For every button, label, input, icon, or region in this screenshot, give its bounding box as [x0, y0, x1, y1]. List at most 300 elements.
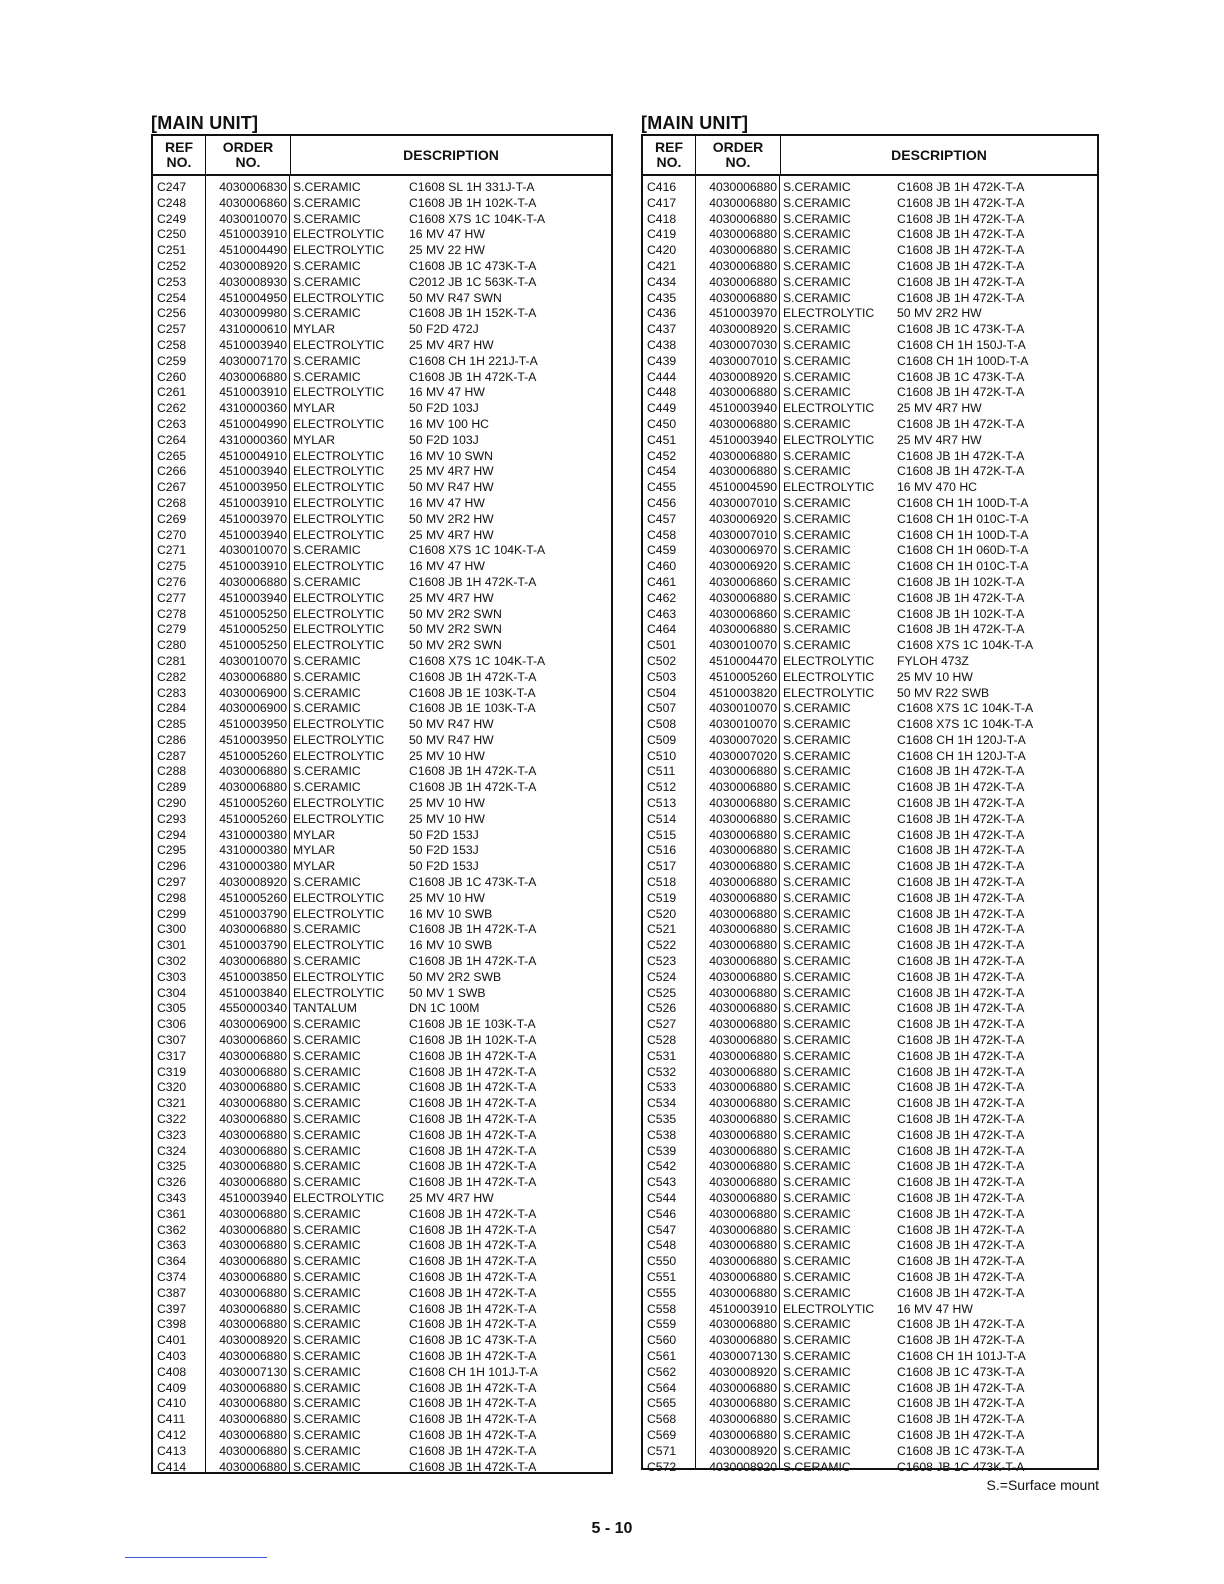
part-type-cell: S.CERAMIC	[293, 1175, 361, 1190]
table-row	[153, 464, 611, 480]
order-no-cell: 4030006880	[219, 574, 287, 589]
part-type-cell: S.CERAMIC	[293, 780, 361, 795]
ref-no-cell: C456	[647, 495, 677, 510]
part-spec-cell: 50 F2D 472J	[409, 322, 479, 337]
ref-no-cell: C299	[157, 906, 187, 921]
part-spec-cell: 16 MV 47 HW	[409, 559, 485, 574]
ref-no-cell: C559	[647, 1317, 677, 1332]
order-no-cell: 4030006880	[219, 780, 287, 795]
part-spec-cell: C1608 JB 1H 472K-T-A	[409, 1396, 537, 1411]
part-type-cell: S.CERAMIC	[783, 527, 851, 542]
part-type-cell: S.CERAMIC	[293, 701, 361, 716]
part-spec-cell: C1608 JB 1H 472K-T-A	[409, 764, 537, 779]
part-type-cell: S.CERAMIC	[783, 764, 851, 779]
order-no-cell: 4030006880	[709, 1222, 777, 1237]
table-header	[643, 136, 1097, 176]
order-no-cell: 4510005260	[219, 811, 287, 826]
part-spec-cell: C1608 CH 1H 120J-T-A	[897, 748, 1026, 763]
table-row	[153, 954, 611, 970]
part-type-cell: MYLAR	[293, 401, 335, 416]
ref-no-cell: C319	[157, 1064, 187, 1079]
table-row	[153, 1365, 611, 1381]
part-type-cell: S.CERAMIC	[783, 369, 851, 384]
table-row	[643, 1444, 1097, 1460]
order-no-cell: 4510003940	[709, 401, 777, 416]
part-type-cell: S.CERAMIC	[783, 1285, 851, 1300]
part-type-cell: S.CERAMIC	[783, 748, 851, 763]
ref-no-cell: C285	[157, 717, 187, 732]
ref-no-cell: C250	[157, 227, 187, 242]
part-type-cell: ELECTROLYTIC	[783, 480, 875, 495]
ref-no-cell: C568	[647, 1412, 677, 1427]
table-row	[153, 1317, 611, 1333]
table-row	[153, 780, 611, 796]
order-no-cell: 4030006880	[709, 258, 777, 273]
ref-no-cell: C455	[647, 480, 677, 495]
ref-no-cell: C289	[157, 780, 187, 795]
part-type-cell: ELECTROLYTIC	[783, 401, 875, 416]
part-spec-cell: 25 MV 10 HW	[409, 796, 485, 811]
part-spec-cell: C1608 JB 1H 472K-T-A	[897, 590, 1025, 605]
ref-header-line2: NO.	[656, 154, 682, 170]
part-type-cell: S.CERAMIC	[783, 495, 851, 510]
part-type-cell: S.CERAMIC	[783, 606, 851, 621]
order-no-cell: 4510005260	[709, 669, 777, 684]
order-no-cell: 4030006880	[709, 1333, 777, 1348]
part-spec-cell: 16 MV 47 HW	[409, 385, 485, 400]
order-no-cell: 4510003910	[219, 385, 287, 400]
part-spec-cell: C1608 JB 1H 472K-T-A	[409, 1064, 537, 1079]
table-row	[153, 275, 611, 291]
part-type-cell: ELECTROLYTIC	[293, 464, 385, 479]
table-row	[153, 1412, 611, 1428]
ref-no-cell: C525	[647, 985, 677, 1000]
part-spec-cell: C1608 JB 1H 472K-T-A	[897, 258, 1025, 273]
table-row	[643, 227, 1097, 243]
section-title: [MAIN UNIT]	[151, 113, 259, 133]
ref-no-cell: C524	[647, 969, 677, 984]
section-title: [MAIN UNIT]	[641, 113, 749, 133]
part-spec-cell: C1608 CH 1H 101J-T-A	[897, 1348, 1026, 1363]
order-no-cell: 4030006880	[709, 1048, 777, 1063]
order-no-cell: 4510005250	[219, 622, 287, 637]
order-no-cell: 4510003950	[219, 480, 287, 495]
order-no-cell: 4510003840	[219, 985, 287, 1000]
table-row	[643, 385, 1097, 401]
ref-no-cell: C418	[647, 211, 677, 226]
part-type-cell: S.CERAMIC	[783, 274, 851, 289]
part-type-cell: S.CERAMIC	[293, 306, 361, 321]
table-row	[643, 1159, 1097, 1175]
ref-no-cell: C374	[157, 1269, 187, 1284]
order-no-cell: 4030006880	[219, 1175, 287, 1190]
part-spec-cell: C1608 X7S 1C 104K-T-A	[897, 701, 1034, 716]
part-type-cell: S.CERAMIC	[783, 1206, 851, 1221]
order-no-cell: 4030006880	[219, 1317, 287, 1332]
part-type-cell: S.CERAMIC	[783, 1112, 851, 1127]
ref-no-cell: C322	[157, 1112, 187, 1127]
ref-no-cell: C343	[157, 1191, 187, 1205]
table-row	[643, 1317, 1097, 1333]
table-row	[643, 1412, 1097, 1428]
part-spec-cell: C1608 JB 1H 472K-T-A	[897, 195, 1025, 210]
ref-no-cell: C254	[157, 290, 187, 305]
order-no-cell: 4030006880	[219, 1459, 287, 1474]
part-type-cell: ELECTROLYTIC	[293, 732, 385, 747]
order-no-cell: 4030006880	[219, 1427, 287, 1442]
part-type-cell: ELECTROLYTIC	[293, 416, 385, 431]
order-no-cell: 4030006830	[219, 180, 287, 194]
part-type-cell: S.CERAMIC	[293, 922, 361, 937]
table-row	[643, 954, 1097, 970]
part-spec-cell: C1608 CH 1H 010C-T-A	[897, 511, 1029, 526]
ref-header-line1: REF	[165, 139, 193, 155]
order-no-cell: 4030006900	[219, 685, 287, 700]
order-no-cell: 4510004990	[219, 416, 287, 431]
ref-no-cell: C459	[647, 543, 677, 558]
ref-no-cell: C421	[647, 258, 677, 273]
table-row	[153, 907, 611, 923]
ref-no-cell: C507	[647, 701, 677, 716]
ref-no-cell: C420	[647, 243, 677, 258]
part-spec-cell: 50 MV 2R2 SWN	[409, 638, 502, 653]
part-type-cell: S.CERAMIC	[783, 511, 851, 526]
part-type-cell: ELECTROLYTIC	[783, 432, 875, 447]
part-type-cell: S.CERAMIC	[293, 764, 361, 779]
table-row	[643, 591, 1097, 607]
part-spec-cell: C1608 JB 1H 472K-T-A	[897, 243, 1025, 258]
table-body	[153, 180, 611, 1475]
order-no-cell: 4030008920	[219, 875, 287, 890]
table-row	[153, 180, 611, 196]
ref-no-cell: C463	[647, 606, 677, 621]
part-spec-cell: 25 MV 4R7 HW	[409, 527, 494, 542]
part-spec-cell: C1608 JB 1H 472K-T-A	[897, 1396, 1025, 1411]
table-row	[643, 1033, 1097, 1049]
ref-no-cell: C296	[157, 859, 187, 874]
part-type-cell: S.CERAMIC	[293, 653, 361, 668]
ref-no-cell: C571	[647, 1443, 677, 1458]
ref-no-cell: C460	[647, 559, 677, 574]
order-no-cell: 4510003940	[219, 337, 287, 352]
table-row	[153, 1065, 611, 1081]
part-type-cell: ELECTROLYTIC	[293, 606, 385, 621]
table-row	[643, 1080, 1097, 1096]
part-spec-cell: C1608 JB 1H 472K-T-A	[897, 274, 1025, 289]
part-type-cell: S.CERAMIC	[783, 1222, 851, 1237]
ref-no-cell: C510	[647, 748, 677, 763]
part-type-cell: ELECTROLYTIC	[293, 243, 385, 258]
order-no-cell: 4030006880	[709, 938, 777, 953]
part-type-cell: S.CERAMIC	[783, 1017, 851, 1032]
order-no-cell: 4310000360	[219, 401, 287, 416]
order-no-cell: 4510003910	[219, 559, 287, 574]
order-no-cell: 4030006880	[709, 1206, 777, 1221]
table-row	[643, 1175, 1097, 1191]
part-type-cell: S.CERAMIC	[783, 1001, 851, 1016]
table-row	[153, 1396, 611, 1412]
ref-no-cell: C449	[647, 401, 677, 416]
order-no-cell: 4030006880	[709, 180, 777, 194]
ref-no-cell: C277	[157, 590, 187, 605]
part-spec-cell: C1608 JB 1H 472K-T-A	[897, 290, 1025, 305]
part-spec-cell: 16 MV 100 HC	[409, 416, 489, 431]
table-row	[643, 938, 1097, 954]
table-row	[153, 1349, 611, 1365]
order-no-cell: 4030006880	[709, 195, 777, 210]
order-no-cell: 4030010070	[709, 717, 777, 732]
order-no-cell: 4030006880	[709, 1159, 777, 1174]
ref-no-cell: C448	[647, 385, 677, 400]
table-row	[643, 812, 1097, 828]
table-row	[643, 875, 1097, 891]
order-no-cell: 4030006880	[219, 1143, 287, 1158]
order-no-cell: 4030007130	[219, 1364, 287, 1379]
description-header: DESCRIPTION	[403, 146, 499, 163]
part-spec-cell: C1608 JB 1H 472K-T-A	[897, 1001, 1025, 1016]
order-no-cell: 4510005260	[219, 890, 287, 905]
part-spec-cell: 25 MV 10 HW	[897, 669, 973, 684]
part-type-cell: S.CERAMIC	[293, 1127, 361, 1142]
table-row	[643, 1049, 1097, 1065]
order-no-cell: 4030006880	[709, 1080, 777, 1095]
ref-no-cell: C569	[647, 1427, 677, 1442]
order-no-cell: 4030006880	[219, 1412, 287, 1427]
part-spec-cell: C1608 JB 1C 473K-T-A	[897, 1443, 1025, 1458]
part-type-cell: S.CERAMIC	[783, 622, 851, 637]
order-no-cell: 4030006880	[709, 875, 777, 890]
part-spec-cell: C1608 JB 1H 102K-T-A	[897, 606, 1025, 621]
table-row	[153, 449, 611, 465]
order-no-cell: 4030006880	[709, 827, 777, 842]
table-row	[153, 1128, 611, 1144]
ref-no-cell: C363	[157, 1238, 187, 1253]
ref-no-cell: C439	[647, 353, 677, 368]
ref-no-cell: C275	[157, 559, 187, 574]
description-header: DESCRIPTION	[891, 146, 987, 163]
table-row	[153, 1049, 611, 1065]
part-spec-cell: C1608 X7S 1C 104K-T-A	[409, 543, 546, 558]
order-no-cell: 4030006880	[219, 1254, 287, 1269]
part-spec-cell: C1608 JB 1H 472K-T-A	[897, 1333, 1025, 1348]
part-spec-cell: C1608 JB 1H 472K-T-A	[897, 796, 1025, 811]
part-spec-cell: 25 MV 10 HW	[409, 811, 485, 826]
table-row	[643, 464, 1097, 480]
part-spec-cell: C1608 JB 1H 472K-T-A	[897, 1427, 1025, 1442]
order-no-cell: 4030006880	[709, 1269, 777, 1284]
ref-no-cell: C409	[157, 1380, 187, 1395]
part-type-cell: S.CERAMIC	[293, 1317, 361, 1332]
part-spec-cell: C1608 JB 1H 472K-T-A	[897, 1269, 1025, 1284]
table-row	[643, 338, 1097, 354]
ref-no-cell: C434	[647, 274, 677, 289]
ref-no-cell: C555	[647, 1285, 677, 1300]
part-type-cell: S.CERAMIC	[293, 1364, 361, 1379]
table-row	[643, 1333, 1097, 1349]
table-row	[643, 449, 1097, 465]
part-spec-cell: C1608 JB 1E 103K-T-A	[409, 1017, 536, 1032]
table-row	[643, 196, 1097, 212]
table-row	[643, 796, 1097, 812]
part-type-cell: ELECTROLYTIC	[293, 511, 385, 526]
part-spec-cell: C1608 JB 1C 473K-T-A	[409, 258, 537, 273]
ref-no-cell: C324	[157, 1143, 187, 1158]
ref-no-cell: C528	[647, 1033, 677, 1048]
part-spec-cell: 50 MV 2R2 SWN	[409, 622, 502, 637]
ref-no-cell: C572	[647, 1459, 677, 1474]
table-row	[153, 1238, 611, 1254]
order-no-cell: 4510003940	[219, 1191, 287, 1205]
part-spec-cell: 50 MV R47 HW	[409, 480, 494, 495]
ref-no-cell: C417	[647, 195, 677, 210]
table-header	[153, 136, 611, 176]
part-spec-cell: C1608 JB 1H 472K-T-A	[897, 827, 1025, 842]
part-type-cell: ELECTROLYTIC	[783, 685, 875, 700]
order-no-cell: 4510004590	[709, 480, 777, 495]
part-type-cell: S.CERAMIC	[293, 1033, 361, 1048]
part-spec-cell: C1608 JB 1H 472K-T-A	[897, 954, 1025, 969]
part-type-cell: S.CERAMIC	[783, 1412, 851, 1427]
ref-no-cell: C412	[157, 1427, 187, 1442]
part-spec-cell: 16 MV 47 HW	[897, 1301, 973, 1316]
part-spec-cell: C1608 X7S 1C 104K-T-A	[409, 653, 546, 668]
ref-no-cell: C544	[647, 1191, 677, 1205]
order-no-cell: 4030006880	[709, 1001, 777, 1016]
parts-table	[641, 134, 1099, 1474]
table-row	[153, 196, 611, 212]
table-row	[153, 1191, 611, 1207]
part-type-cell: S.CERAMIC	[293, 180, 361, 194]
part-spec-cell: C1608 JB 1C 473K-T-A	[897, 322, 1025, 337]
part-spec-cell: C1608 JB 1H 472K-T-A	[897, 227, 1025, 242]
part-type-cell: S.CERAMIC	[783, 448, 851, 463]
part-type-cell: S.CERAMIC	[783, 574, 851, 589]
table-row	[153, 1460, 611, 1476]
order-no-cell: 4310000380	[219, 843, 287, 858]
order-no-cell: 4030008920	[219, 258, 287, 273]
part-type-cell: S.CERAMIC	[783, 195, 851, 210]
part-type-cell: S.CERAMIC	[783, 1254, 851, 1269]
part-type-cell: S.CERAMIC	[783, 969, 851, 984]
order-no-cell: 4030006880	[219, 1238, 287, 1253]
part-spec-cell: 25 MV 22 HW	[409, 243, 485, 258]
order-no-header	[696, 136, 781, 174]
part-spec-cell: C1608 JB 1H 472K-T-A	[409, 1080, 537, 1095]
part-spec-cell: 50 F2D 153J	[409, 859, 479, 874]
order-no-cell: 4030006880	[709, 243, 777, 258]
part-type-cell: S.CERAMIC	[293, 1159, 361, 1174]
order-no-cell: 4030006880	[219, 764, 287, 779]
part-spec-cell: 50 F2D 103J	[409, 401, 479, 416]
table-row	[643, 306, 1097, 322]
part-type-cell: S.CERAMIC	[783, 1033, 851, 1048]
ref-no-cell: C534	[647, 1096, 677, 1111]
table-row	[153, 938, 611, 954]
part-type-cell: S.CERAMIC	[783, 954, 851, 969]
ref-no-cell: C523	[647, 954, 677, 969]
order-no-cell: 4510004470	[709, 653, 777, 668]
part-type-cell: S.CERAMIC	[783, 875, 851, 890]
part-spec-cell: 16 MV 47 HW	[409, 227, 485, 242]
table-row	[153, 543, 611, 559]
part-type-cell: MYLAR	[293, 432, 335, 447]
table-row	[153, 1254, 611, 1270]
part-spec-cell: 25 MV 10 HW	[409, 890, 485, 905]
ref-no-cell: C287	[157, 748, 187, 763]
ref-no-cell: C307	[157, 1033, 187, 1048]
order-no-cell: 4030006880	[709, 290, 777, 305]
part-type-cell: ELECTROLYTIC	[783, 669, 875, 684]
table-row	[643, 1365, 1097, 1381]
part-spec-cell: C1608 X7S 1C 104K-T-A	[897, 638, 1034, 653]
ref-no-cell: C325	[157, 1159, 187, 1174]
order-no-cell: 4030006880	[709, 1412, 777, 1427]
part-type-cell: S.CERAMIC	[783, 227, 851, 242]
part-spec-cell: C1608 JB 1H 472K-T-A	[897, 1064, 1025, 1079]
table-row	[153, 1444, 611, 1460]
part-type-cell: S.CERAMIC	[783, 1064, 851, 1079]
order-no-cell: 4030006880	[219, 669, 287, 684]
table-row	[643, 780, 1097, 796]
table-row	[643, 291, 1097, 307]
order-no-cell: 4030006880	[709, 954, 777, 969]
right-parts-section	[641, 112, 1099, 1474]
table-row	[153, 717, 611, 733]
part-spec-cell: C1608 JB 1H 472K-T-A	[409, 954, 537, 969]
part-type-cell: S.CERAMIC	[783, 843, 851, 858]
ref-no-cell: C323	[157, 1127, 187, 1142]
table-row	[153, 370, 611, 386]
part-spec-cell: 50 MV 2R2 SWN	[409, 606, 502, 621]
order-no-cell: 4030006880	[709, 1317, 777, 1332]
part-type-cell: MYLAR	[293, 843, 335, 858]
part-type-cell: S.CERAMIC	[783, 1380, 851, 1395]
part-spec-cell: C1608 JB 1H 472K-T-A	[409, 1127, 537, 1142]
order-no-cell: 4030006880	[709, 985, 777, 1000]
table-row	[643, 922, 1097, 938]
part-type-cell: S.CERAMIC	[293, 211, 361, 226]
table-row	[643, 749, 1097, 765]
part-type-cell: S.CERAMIC	[783, 701, 851, 716]
table-row	[153, 354, 611, 370]
order-no-cell: 4030006970	[709, 543, 777, 558]
ref-no-cell: C293	[157, 811, 187, 826]
order-no-cell: 4030006880	[219, 1396, 287, 1411]
part-type-cell: S.CERAMIC	[783, 938, 851, 953]
order-no-cell: 4510003910	[219, 495, 287, 510]
part-spec-cell: FYLOH 473Z	[897, 653, 969, 668]
table-row	[643, 828, 1097, 844]
order-no-cell: 4030007010	[709, 527, 777, 542]
part-type-cell: S.CERAMIC	[783, 1096, 851, 1111]
ref-no-cell: C303	[157, 969, 187, 984]
ref-no-cell: C297	[157, 875, 187, 890]
part-spec-cell: 50 MV 2R2 HW	[409, 511, 494, 526]
table-row	[643, 575, 1097, 591]
order-no-cell: 4030006880	[219, 1064, 287, 1079]
ref-no-header	[643, 136, 696, 174]
table-row	[153, 227, 611, 243]
order-no-cell: 4030010070	[219, 543, 287, 558]
part-spec-cell: C1608 JB 1H 472K-T-A	[897, 764, 1025, 779]
table-row	[153, 433, 611, 449]
order-no-cell: 4030006880	[709, 922, 777, 937]
ref-no-cell: C411	[157, 1412, 186, 1427]
order-no-cell: 4030006880	[219, 1159, 287, 1174]
ref-no-cell: C279	[157, 622, 187, 637]
ref-no-cell: C503	[647, 669, 677, 684]
part-spec-cell: C1608 JB 1H 472K-T-A	[897, 985, 1025, 1000]
